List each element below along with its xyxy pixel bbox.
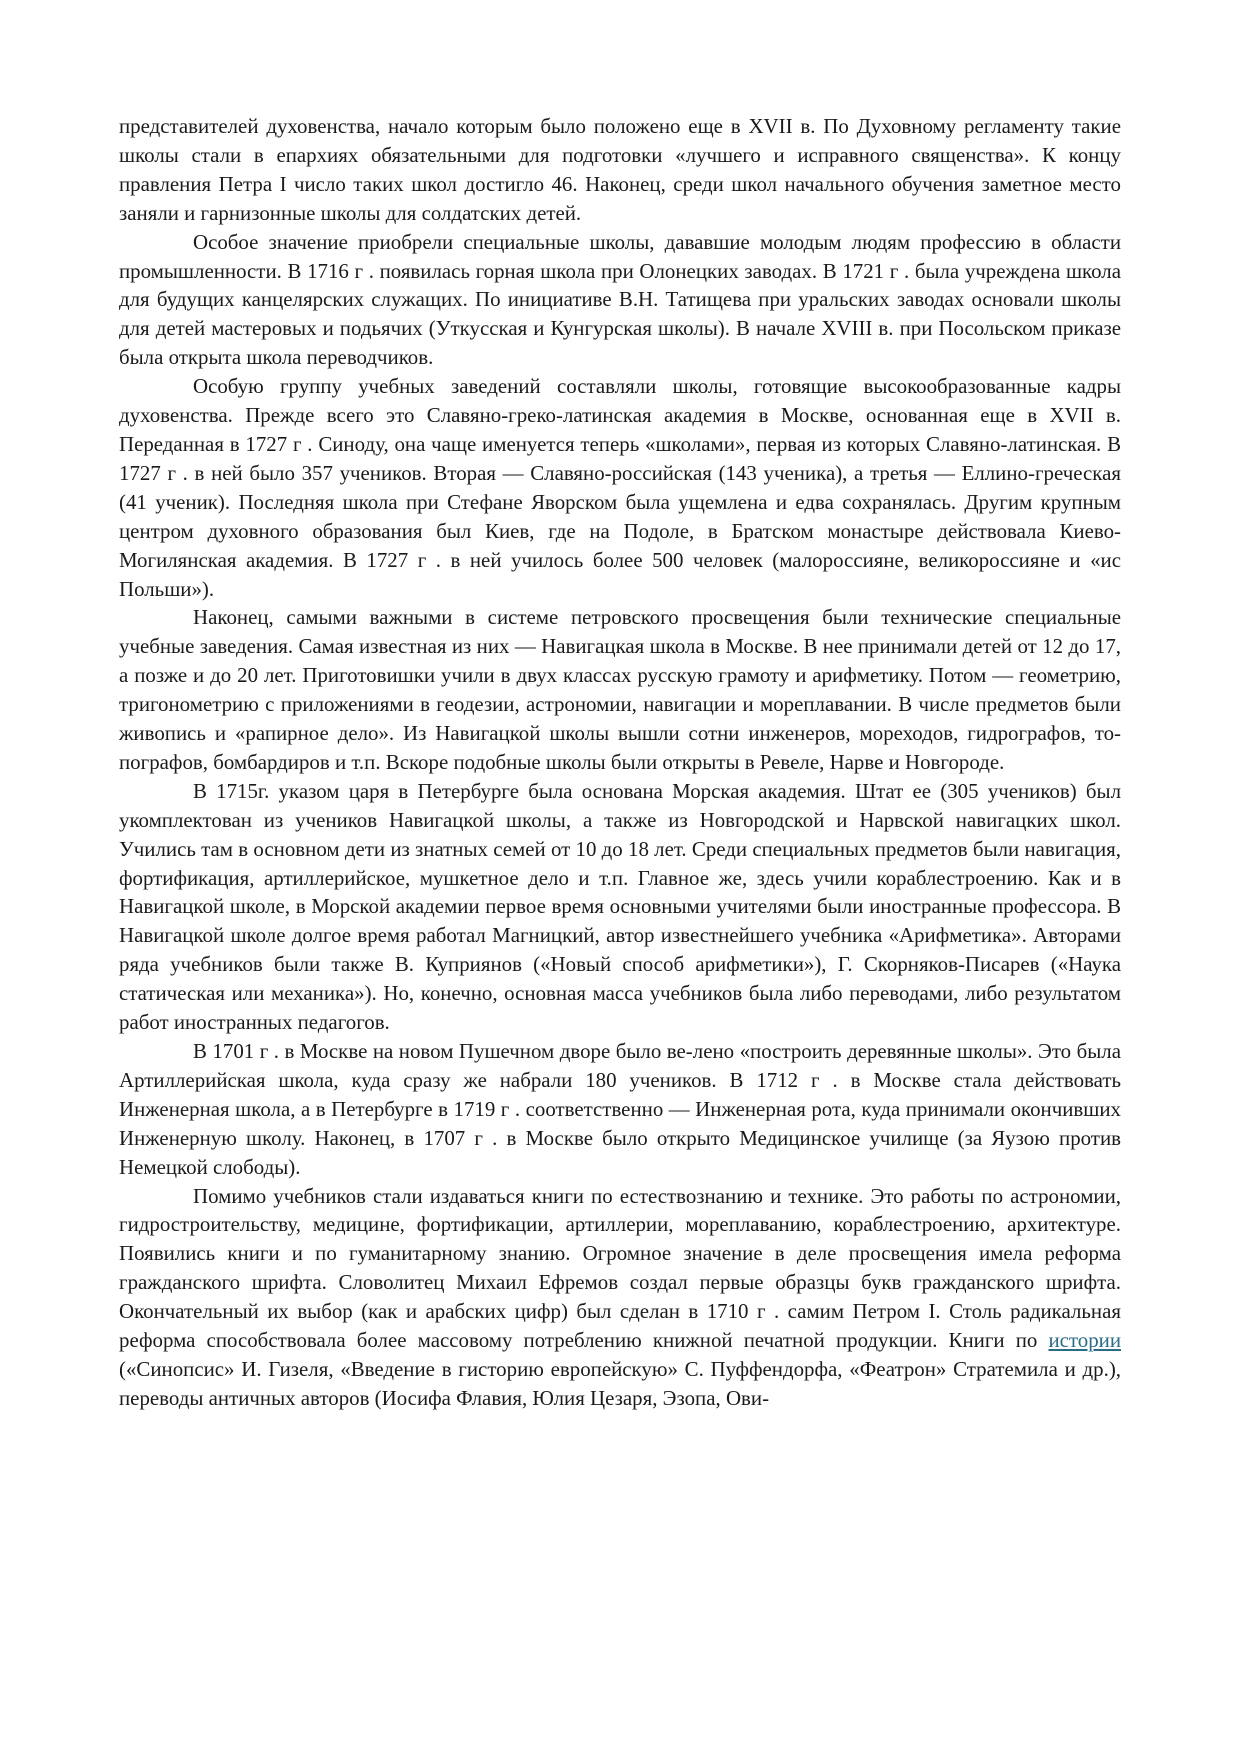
- paragraph-7-before-link: Помимо учебников стали издаваться книги по естествознанию и технике. Это работы по астрономии, гидростроительству, медицине, фортификации, артиллерии, мореплаванию, кораблестроению, архитектуре. Появились книги и по гуманитарному знанию. Огромное значение в деле просвещения имела реформа гражданского шрифта. Словолитец Михаил Ефремов создал первые образцы букв гражданского шрифта. Окончательный их выбор (как и арабских цифр) был сделан в 1710 г . самим Петром I. Столь радикальная реформа способствовала более массовому потреблению книжной печатной продукции. Книги по: [119, 1183, 1121, 1353]
- paragraph-7-after-link: («Синопсис» И. Гизеля, «Введение в гисторию европейскую» С. Пуффендорфа, «Феатрон» Стратемила и др.), переводы античных авторов (Иосифа Флавия, Юлия Цезаря, Эзопа, Ови-: [119, 1356, 1121, 1410]
- paragraph-7: [119, 1182, 1121, 1413]
- paragraph-2: Особое значение приобрели специальные школы, дававшие молодым людям профессию в области промышленности. В 1716 г . появилась горная школа при Олонецких заводах. В 1721 г . была учреждена школа для будущих канцелярских служащих. По инициативе В.Н. Татищева при уральских заводах основали школы для детей мастеровых и подьячих (Уткусская и Кунгурская школы). В начале XVIII в. при Посольском приказе была открыта школа переводчиков.: [119, 229, 1121, 370]
- document-page: [119, 112, 1121, 1413]
- history-link[interactable]: истории: [1048, 1328, 1121, 1353]
- paragraph-1: представителей духовенства, начало которым было положено еще в XVII в. По Духовному регламенту такие школы стали в епархиях обязательными для подготовки «лучшего и исправного священства». К концу правления Петра I число таких школ достигло 46. Наконец, среди школ начального обучения заметное место заняли и гарнизонные школы для солдатских детей.: [119, 114, 1121, 225]
- paragraph-3: Особую группу учебных заведений составляли школы, готовящие высокообразованные кадры духовенства. Прежде всего это Славяно-греко-латинская академия в Москве, основанная еще в XVII в. Переданная в 1727 г . Синоду, она чаще именуется теперь «школами», первая из которых Славяно-латинская. В 1727 г . в ней было 357 учеников. Вторая — Славяно-российская (143 ученика), а третья — Еллино-греческая (41 ученик). Последняя школа при Стефане Яворском была ущемлена и едва сохранялась. Другим крупным центром духовного образования был Киев, где на Подоле, в Братском монастыре действовала Киево-Могилянская академия. В 1727 г . в ней училось более 500 человек (малороссияне, великороссияне и «ис Польши»).: [119, 374, 1121, 601]
- paragraph-5: В 1715г. указом царя в Петербурге была основана Морская академия. Штат ее (305 учеников) был укомплектован из учеников Навигацкой школы, а также из Новгородской и Нарвской навигацких школ. Учились там в основном дети из знатных семей от 10 до 18 лет. Среди специальных предметов были навигация, фортификация, артиллерийское, мушкетное дело и т.п. Главное же, здесь учили кораблестроению. Как и в Навигацкой школе, в Морской академии первое время основными учителями были иностранные профессора. В Навигацкой школе долгое время работал Магницкий, автор известнейшего учебника «Арифметика». Авторами ряда учебников были также В. Куприянов («Новый способ арифметики»), Г. Скорняков-Писарев («Наука статическая или механика»). Но, конечно, основная масса учебников была либо переводами, либо результатом работ иностранных педагогов.: [119, 778, 1121, 1035]
- paragraph-4: Наконец, самыми важными в системе петровского просвещения были технические специальные учебные заведения. Самая известная из них — Навигацкая школа в Москве. В нее принимали детей от 12 до 17, а позже и до 20 лет. Приготовишки учили в двух классах русскую грамоту и арифметику. Потом — геометрию, тригонометрию с приложениями в геодезии, астрономии, навигации и мореплавании. В числе предметов были живопись и «рапирное дело». Из Навигацкой школы вышли сотни инженеров, мореходов, гидрографов, топографов, бомбардиров и т.п. Вскоре подобные школы были открыты в Ревеле, Нарве и Новгороде.: [119, 605, 1121, 774]
- paragraph-6: В 1701 г . в Москве на новом Пушечном дворе было ве-лено «построить деревянные школы». Это была Артиллерийская школа, куда сразу же набрали 180 учеников. В 1712 г . в Москве стала действовать Инженерная школа, а в Петербурге в 1719 г . соответственно — Инженерная рота, куда принимали окончивших Инженерную школу. Наконец, в 1707 г . в Москве было открыто Медицинское училище (за Яузою против Немецкой слободы).: [119, 1039, 1121, 1179]
